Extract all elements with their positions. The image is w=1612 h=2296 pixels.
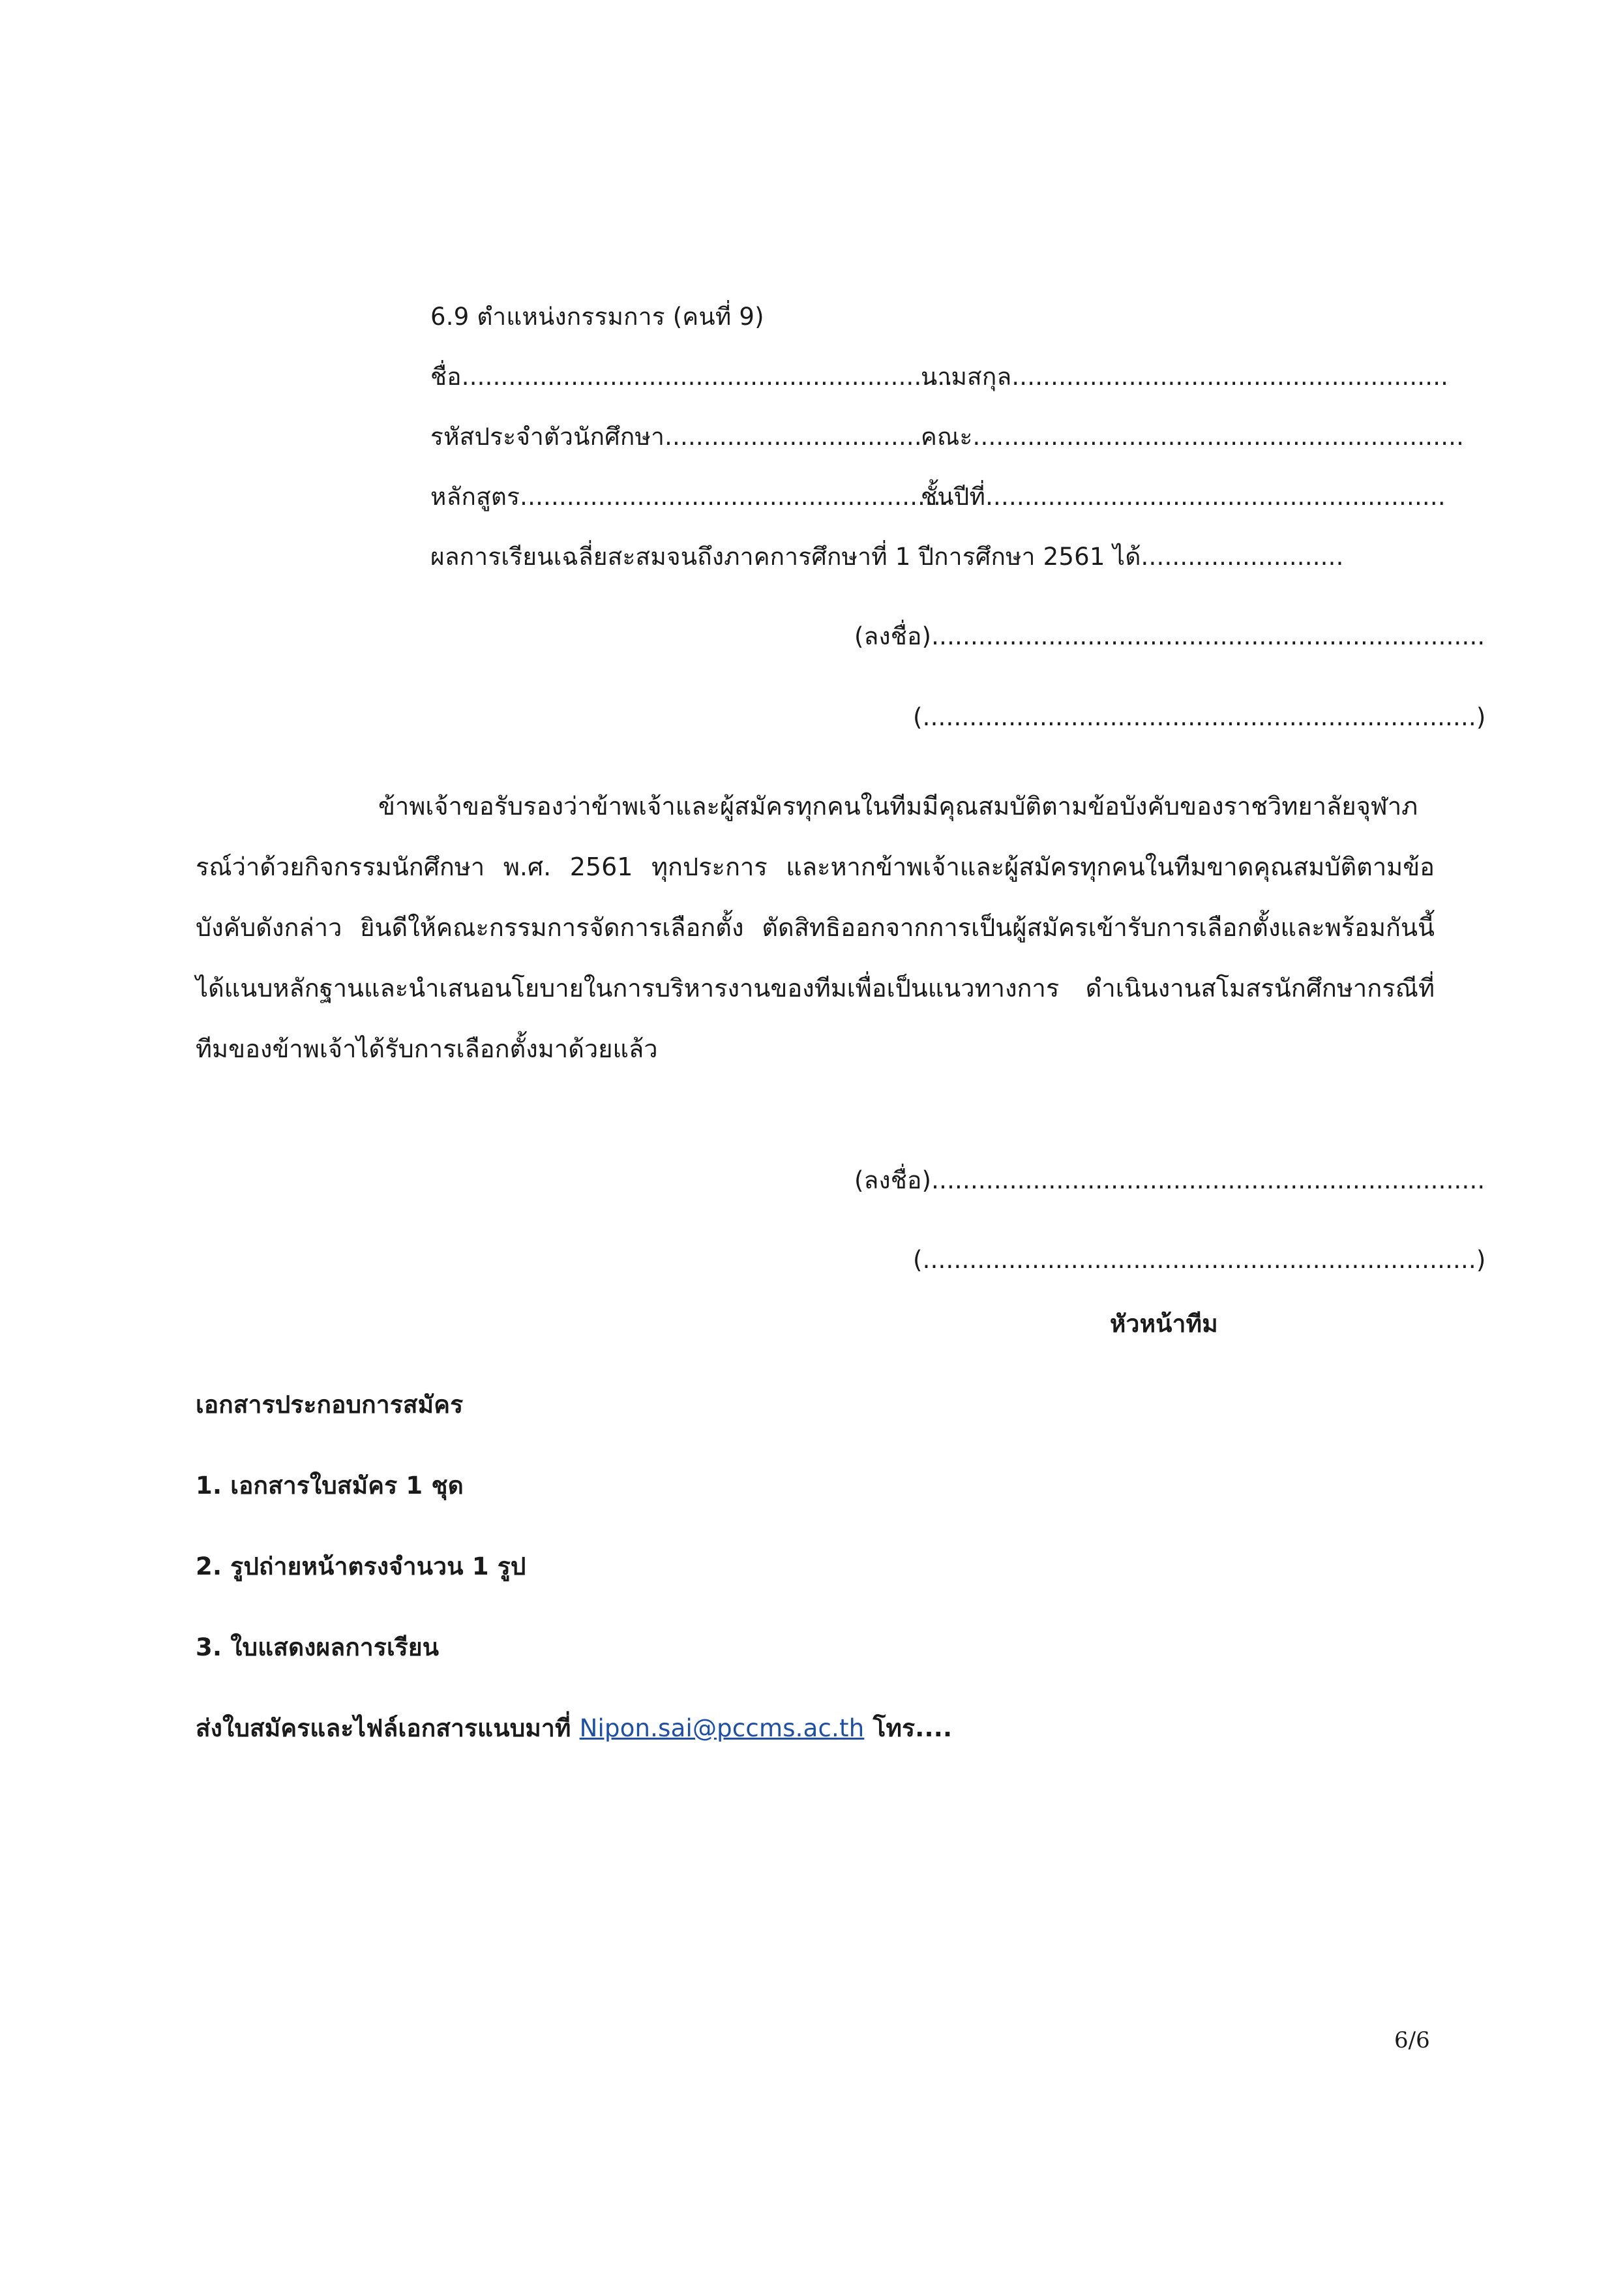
- program-field-label: หลักสูตร.......................................................: [430, 483, 949, 511]
- member-heading: 6.9 ตำแหน่งกรรมการ (คนที่ 9): [430, 303, 764, 331]
- document-item-2: 2. รูปถ่ายหน้าตรงจำนวน 1 รูป: [196, 1552, 526, 1580]
- leader-signature-line: (ลงชื่อ).......................................................................: [854, 1166, 1485, 1194]
- surname-field-label: นามสกุล........................................................: [921, 363, 1449, 391]
- certification-text: ข้าพเจ้าขอรับรองว่าข้าพเจ้าและผู้สมัครทุกคนในทีมมีคุณสมบัติตามข้อบังคับของราชวิทยาลัยจุฬาภรณ์ว่าด้วยกิจกรรมนักศึกษา พ.ศ. 2561 ทุกประการ และหากข้าพเจ้าและผู้สมัครทุกคนในทีมขาดคุณสมบัติตามข้อบังคับดังกล่าว ยินดีให้คณะกรรมการจัดการเลือกตั้ง ตัดสิทธิออกจากการเป็นผู้สมัครเข้ารับการเลือกตั้งและพร้อมกันนี้ได้แนบหลักฐานและนำเสนอนโยบายในการบริหารงานของทีมเพื่อเป็นแนวทางการ ดำเนินงานสโมสรนักศึกษากรณีที่ทีมของข้าพเจ้าได้รับการเลือกตั้งมาด้วยแล้ว: [196, 792, 1435, 1063]
- leader-title: หัวหน้าทีม: [1110, 1310, 1218, 1338]
- page-number: 6/6: [1394, 2027, 1430, 2053]
- member-signature-name: (.......................................................................): [913, 703, 1486, 731]
- faculty-field-label: คณะ...............................................................: [921, 423, 1465, 451]
- student-id-field-label: รหัสประจำตัวนักศึกษา.................................: [430, 423, 922, 451]
- document-item-1: 1. เอกสารใบสมัคร 1 ชุด: [196, 1472, 464, 1500]
- leader-signature-name: (.......................................................................): [913, 1246, 1486, 1274]
- email-link[interactable]: Nipon.sai@pccms.ac.th: [579, 1714, 865, 1742]
- name-field-label: ชื่อ...............................................................: [430, 363, 953, 391]
- submit-suffix: โทร....: [873, 1714, 953, 1742]
- year-field-label: ชั้นปีที่...........................................................: [921, 483, 1446, 511]
- documents-heading: เอกสารประกอบการสมัคร: [196, 1391, 464, 1419]
- document-item-3: 3. ใบแสดงผลการเรียน: [196, 1633, 440, 1661]
- submit-instruction: [196, 1712, 952, 1745]
- gpa-field-label: ผลการเรียนเฉลี่ยสะสมจนถึงภาคการศึกษาที่ 1 ปีการศึกษา 2561 ได้..........................: [430, 543, 1344, 571]
- certification-paragraph: [196, 776, 1435, 1080]
- member-signature-line: (ลงชื่อ).......................................................................: [854, 622, 1485, 650]
- submit-prefix: ส่งใบสมัครและไฟล์เอกสารแนบมาที่: [196, 1714, 571, 1742]
